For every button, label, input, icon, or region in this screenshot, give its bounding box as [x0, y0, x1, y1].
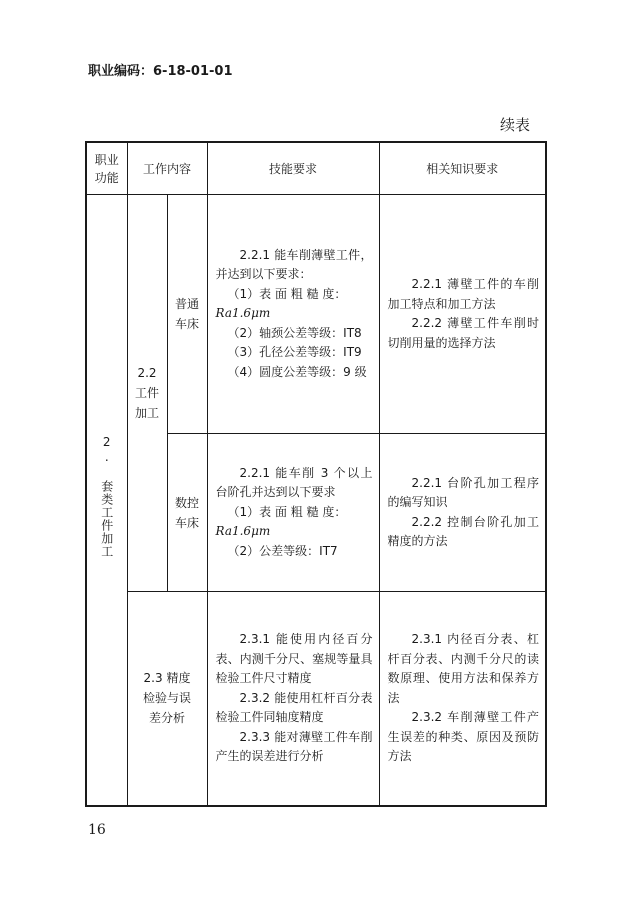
- function-cell: [86, 195, 127, 806]
- knowledge-text: 2.2.2 控制台阶孔加工精度的方法: [387, 514, 540, 548]
- knowledge-cell: [379, 195, 546, 434]
- skill-text: 2.3.2 能使用杠杆百分表检验工件同轴度精度: [215, 690, 373, 724]
- skill-text: （1）表 面 粗 糙 度：: [227, 504, 347, 519]
- skill-text: （2）轴颈公差等级：IT8: [227, 325, 362, 340]
- work-section-2-3: [127, 592, 207, 806]
- knowledge-text: 2.3.2 车削薄壁工件产生误差的种类、原因及预防方法: [387, 710, 540, 763]
- sub-work-cell: [167, 195, 207, 434]
- col-header-function: [86, 142, 127, 195]
- occupation-code: 职业编码：6-18-01-01: [88, 64, 233, 79]
- col-header-work: 工作内容: [127, 142, 207, 195]
- work-section-2-2-label: 2.2 工件加工: [134, 366, 159, 420]
- work-section-2-2: [127, 195, 167, 592]
- skill-text: （1）表 面 粗 糙 度：: [227, 286, 347, 301]
- header-row: [86, 142, 546, 195]
- skill-cell: [207, 592, 379, 806]
- skill-text: （2）公差等级：IT7: [227, 543, 338, 558]
- table-row: [86, 592, 546, 806]
- function-label: 2. 套类工件加工: [99, 435, 114, 559]
- knowledge-text: 2.2.1 薄壁工件的车削加工特点和加工方法: [387, 277, 540, 311]
- skill-text: （3）孔径公差等级：IT9: [227, 345, 362, 360]
- skill-text: 2.2.1 能车削 3 个以上台阶孔并达到以下要求: [215, 465, 373, 500]
- knowledge-cell: [379, 592, 546, 806]
- skill-text: 2.3.1 能使用内径百分表、内测千分尺、塞规等量具检验工件尺寸精度: [215, 632, 373, 685]
- knowledge-cell: [379, 434, 546, 592]
- knowledge-text: 2.2.1 台阶孔加工程序的编写知识: [387, 475, 540, 509]
- page-number: 16: [88, 822, 106, 838]
- skill-cell: [207, 195, 379, 434]
- sub-work-label: 普通车床: [175, 297, 200, 331]
- skill-text: 2.3.3 能对薄壁工件车削产生的误差进行分析: [215, 729, 373, 763]
- skill-text: 2.2.1 能车削薄壁工件，并达到以下要求：: [215, 247, 373, 282]
- skill-cell: [207, 434, 379, 592]
- skill-text: Ra1.6μm: [215, 306, 271, 321]
- work-section-2-3-label: 2.3 精度检验与误差分析: [143, 671, 192, 726]
- skill-text: （4）圆度公差等级：9 级: [227, 364, 367, 379]
- knowledge-text: 2.2.2 薄壁工件车削时切削用量的选择方法: [387, 316, 540, 350]
- col-header-function-label: 职业功能: [94, 152, 119, 185]
- col-header-skill: 技能要求: [207, 142, 379, 195]
- skills-table: [85, 141, 547, 807]
- sub-work-cell: [167, 434, 207, 592]
- table-row: [86, 195, 546, 434]
- continued-label: 续表: [500, 116, 531, 134]
- skill-text: Ra1.6μm: [215, 524, 271, 539]
- knowledge-text: 2.3.1 内径百分表、杠杆百分表、内测千分尺的读数原理、使用方法和保养方法: [387, 632, 540, 705]
- col-header-knowledge: 相关知识要求: [379, 142, 546, 195]
- sub-work-label: 数控车床: [175, 495, 200, 530]
